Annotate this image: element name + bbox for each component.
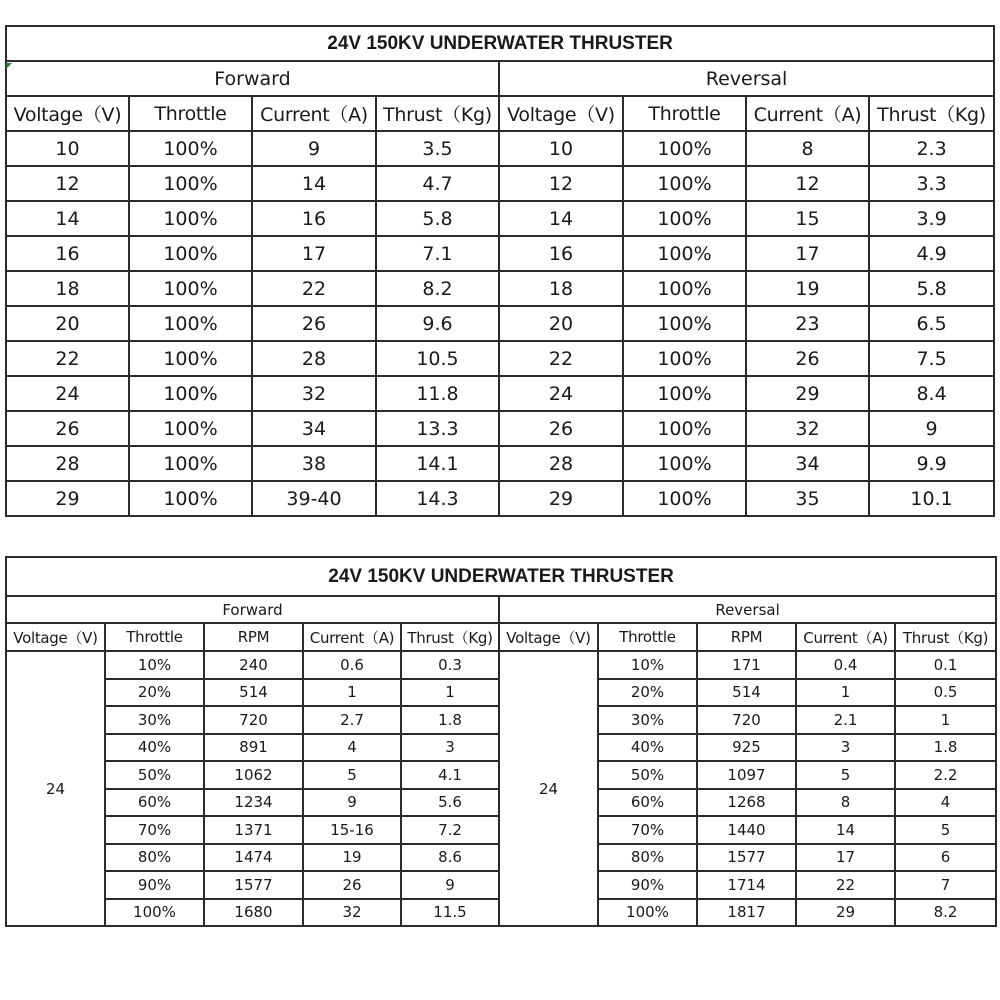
column-header: Thrust（Kg) bbox=[401, 623, 499, 651]
cell-comment-indicator-icon bbox=[6, 63, 12, 69]
voltage-cell: 24 bbox=[499, 651, 598, 926]
table-cell: 11.8 bbox=[376, 376, 499, 411]
table-cell: 0.1 bbox=[895, 651, 996, 679]
table-cell: 14.3 bbox=[376, 481, 499, 516]
table-cell: 22 bbox=[796, 871, 895, 899]
table-cell: 26 bbox=[252, 306, 376, 341]
table-cell: 10.5 bbox=[376, 341, 499, 376]
column-header: Voltage（V) bbox=[6, 623, 105, 651]
table-cell: 14 bbox=[796, 816, 895, 844]
table-cell: 1.8 bbox=[895, 734, 996, 762]
table-title: 24V 150KV UNDERWATER THRUSTER bbox=[6, 557, 996, 596]
table-cell: 2.7 bbox=[303, 706, 401, 734]
column-header: Throttle bbox=[105, 623, 204, 651]
table-cell: 40% bbox=[598, 734, 697, 762]
table-cell: 90% bbox=[105, 871, 204, 899]
table-cell: 100% bbox=[129, 376, 252, 411]
table-cell: 0.5 bbox=[895, 679, 996, 707]
column-header: Voltage（V) bbox=[499, 96, 623, 131]
table-cell: 29 bbox=[746, 376, 869, 411]
table-cell: 100% bbox=[623, 166, 746, 201]
table-cell: 5 bbox=[796, 761, 895, 789]
table-cell: 10.1 bbox=[869, 481, 994, 516]
table-cell: 9.9 bbox=[869, 446, 994, 481]
table-cell: 28 bbox=[6, 446, 129, 481]
table-cell: 100% bbox=[129, 271, 252, 306]
table-cell: 7.2 bbox=[401, 816, 499, 844]
table-cell: 9 bbox=[252, 131, 376, 166]
voltage-cell: 24 bbox=[6, 651, 105, 926]
table-cell: 10 bbox=[6, 131, 129, 166]
table-cell: 32 bbox=[252, 376, 376, 411]
table-cell: 14.1 bbox=[376, 446, 499, 481]
table-cell: 1 bbox=[796, 679, 895, 707]
table-cell: 9 bbox=[303, 789, 401, 817]
table-cell: 6 bbox=[895, 844, 996, 872]
table-cell: 8.2 bbox=[376, 271, 499, 306]
table-cell: 1097 bbox=[697, 761, 796, 789]
table-cell: 26 bbox=[746, 341, 869, 376]
table-cell: 100% bbox=[623, 236, 746, 271]
table-cell: 14 bbox=[499, 201, 623, 236]
table-cell: 100% bbox=[623, 201, 746, 236]
table-cell: 925 bbox=[697, 734, 796, 762]
table-cell: 720 bbox=[697, 706, 796, 734]
table-cell: 17 bbox=[252, 236, 376, 271]
table-cell: 14 bbox=[252, 166, 376, 201]
table-cell: 23 bbox=[746, 306, 869, 341]
table-cell: 1817 bbox=[697, 899, 796, 927]
table-cell: 26 bbox=[6, 411, 129, 446]
table-cell: 1577 bbox=[204, 871, 303, 899]
table-cell: 12 bbox=[6, 166, 129, 201]
table-row bbox=[6, 376, 994, 411]
table-cell: 22 bbox=[6, 341, 129, 376]
table-cell: 18 bbox=[6, 271, 129, 306]
table-cell: 9 bbox=[869, 411, 994, 446]
table-cell: 20 bbox=[6, 306, 129, 341]
table-row bbox=[6, 201, 994, 236]
table-cell: 514 bbox=[697, 679, 796, 707]
table-cell: 1234 bbox=[204, 789, 303, 817]
table-cell: 70% bbox=[598, 816, 697, 844]
table-cell: 16 bbox=[499, 236, 623, 271]
column-header: Voltage（V) bbox=[499, 623, 598, 651]
table-cell: 8 bbox=[796, 789, 895, 817]
table-cell: 7.1 bbox=[376, 236, 499, 271]
table-cell: 15 bbox=[746, 201, 869, 236]
table-cell: 20% bbox=[105, 679, 204, 707]
table-cell: 1 bbox=[895, 706, 996, 734]
table-cell: 50% bbox=[598, 761, 697, 789]
table-cell: 100% bbox=[129, 201, 252, 236]
table-cell: 100% bbox=[623, 131, 746, 166]
table-cell: 8.2 bbox=[895, 899, 996, 927]
table-cell: 0.6 bbox=[303, 651, 401, 679]
table-cell: 8.6 bbox=[401, 844, 499, 872]
table-cell: 70% bbox=[105, 816, 204, 844]
table-cell: 891 bbox=[204, 734, 303, 762]
table-cell: 29 bbox=[6, 481, 129, 516]
table-cell: 22 bbox=[252, 271, 376, 306]
column-header: Current（A) bbox=[796, 623, 895, 651]
table-cell: 1062 bbox=[204, 761, 303, 789]
table-cell: 100% bbox=[623, 271, 746, 306]
table-cell: 4 bbox=[895, 789, 996, 817]
table-row bbox=[6, 481, 994, 516]
table-cell: 100% bbox=[623, 446, 746, 481]
table-cell: 90% bbox=[598, 871, 697, 899]
table-cell: 0.4 bbox=[796, 651, 895, 679]
table-cell: 100% bbox=[129, 306, 252, 341]
table-cell: 28 bbox=[252, 341, 376, 376]
table-cell: 40% bbox=[105, 734, 204, 762]
table-cell: 100% bbox=[598, 899, 697, 927]
table-cell: 80% bbox=[105, 844, 204, 872]
column-header: Current（A) bbox=[252, 96, 376, 131]
section-reversal: Reversal bbox=[499, 596, 996, 623]
table-cell: 100% bbox=[623, 481, 746, 516]
table-row bbox=[6, 271, 994, 306]
column-header: Current（A) bbox=[746, 96, 869, 131]
table-cell: 12 bbox=[746, 166, 869, 201]
table-cell: 20 bbox=[499, 306, 623, 341]
table-cell: 100% bbox=[129, 341, 252, 376]
table-cell: 2.3 bbox=[869, 131, 994, 166]
table-row bbox=[6, 236, 994, 271]
table-cell: 1714 bbox=[697, 871, 796, 899]
table-cell: 22 bbox=[499, 341, 623, 376]
table-row bbox=[6, 166, 994, 201]
table-cell: 11.5 bbox=[401, 899, 499, 927]
header-row bbox=[6, 623, 996, 651]
column-header: Thrust（Kg) bbox=[376, 96, 499, 131]
table-cell: 5 bbox=[303, 761, 401, 789]
table-row bbox=[6, 306, 994, 341]
table-cell: 100% bbox=[129, 166, 252, 201]
section-reversal: Reversal bbox=[499, 61, 994, 96]
table-cell: 3 bbox=[401, 734, 499, 762]
table-cell: 15-16 bbox=[303, 816, 401, 844]
table-cell: 12 bbox=[499, 166, 623, 201]
table-cell: 4.7 bbox=[376, 166, 499, 201]
table-cell: 9 bbox=[401, 871, 499, 899]
table-cell: 1680 bbox=[204, 899, 303, 927]
table-cell: 0.3 bbox=[401, 651, 499, 679]
column-header: Throttle bbox=[623, 96, 746, 131]
table-cell: 10% bbox=[598, 651, 697, 679]
table-cell: 10% bbox=[105, 651, 204, 679]
table-cell: 35 bbox=[746, 481, 869, 516]
table-cell: 29 bbox=[796, 899, 895, 927]
table-cell: 9.6 bbox=[376, 306, 499, 341]
table-throttle-sweep bbox=[5, 556, 997, 927]
table-cell: 2.1 bbox=[796, 706, 895, 734]
table-cell: 16 bbox=[6, 236, 129, 271]
table-cell: 100% bbox=[129, 131, 252, 166]
header-row bbox=[6, 96, 994, 131]
section-forward: Forward bbox=[6, 61, 499, 96]
table-cell: 32 bbox=[746, 411, 869, 446]
table-cell: 7.5 bbox=[869, 341, 994, 376]
table-cell: 38 bbox=[252, 446, 376, 481]
table-cell: 4.9 bbox=[869, 236, 994, 271]
table-cell: 1474 bbox=[204, 844, 303, 872]
table-cell: 4.1 bbox=[401, 761, 499, 789]
table-row bbox=[6, 411, 994, 446]
table-cell: 5.8 bbox=[376, 201, 499, 236]
table-cell: 24 bbox=[499, 376, 623, 411]
table-row bbox=[6, 446, 994, 481]
table-cell: 30% bbox=[105, 706, 204, 734]
section-forward: Forward bbox=[6, 596, 499, 623]
table-cell: 4 bbox=[303, 734, 401, 762]
table-title: 24V 150KV UNDERWATER THRUSTER bbox=[6, 26, 994, 61]
table-cell: 240 bbox=[204, 651, 303, 679]
table-cell: 100% bbox=[129, 481, 252, 516]
table-cell: 3.3 bbox=[869, 166, 994, 201]
table-cell: 19 bbox=[746, 271, 869, 306]
table-cell: 100% bbox=[105, 899, 204, 927]
table-row bbox=[6, 131, 994, 166]
table-cell: 26 bbox=[303, 871, 401, 899]
column-header: RPM bbox=[204, 623, 303, 651]
table-cell: 13.3 bbox=[376, 411, 499, 446]
table-cell: 100% bbox=[129, 236, 252, 271]
table-cell: 34 bbox=[252, 411, 376, 446]
table-cell: 14 bbox=[6, 201, 129, 236]
table-cell: 100% bbox=[623, 341, 746, 376]
column-header: Thrust（Kg) bbox=[869, 96, 994, 131]
table-cell: 17 bbox=[796, 844, 895, 872]
table-cell: 60% bbox=[598, 789, 697, 817]
table-cell: 50% bbox=[105, 761, 204, 789]
table-cell: 100% bbox=[623, 376, 746, 411]
table-cell: 1440 bbox=[697, 816, 796, 844]
column-header: Throttle bbox=[129, 96, 252, 131]
table-cell: 5.8 bbox=[869, 271, 994, 306]
table-row bbox=[6, 341, 994, 376]
table-cell: 1 bbox=[401, 679, 499, 707]
column-header: Voltage（V) bbox=[6, 96, 129, 131]
table-voltage-sweep bbox=[5, 25, 995, 517]
table-cell: 3 bbox=[796, 734, 895, 762]
table-cell: 1.8 bbox=[401, 706, 499, 734]
table-cell: 100% bbox=[129, 411, 252, 446]
table-cell: 720 bbox=[204, 706, 303, 734]
table-cell: 26 bbox=[499, 411, 623, 446]
table-cell: 100% bbox=[623, 411, 746, 446]
table-cell: 100% bbox=[623, 306, 746, 341]
table-cell: 34 bbox=[746, 446, 869, 481]
table-cell: 32 bbox=[303, 899, 401, 927]
table-cell: 1371 bbox=[204, 816, 303, 844]
table-cell: 18 bbox=[499, 271, 623, 306]
table-cell: 1577 bbox=[697, 844, 796, 872]
column-header: Thrust（Kg) bbox=[895, 623, 996, 651]
table-cell: 17 bbox=[746, 236, 869, 271]
table-cell: 19 bbox=[303, 844, 401, 872]
table-cell: 514 bbox=[204, 679, 303, 707]
column-header: Throttle bbox=[598, 623, 697, 651]
column-header: RPM bbox=[697, 623, 796, 651]
table-cell: 10 bbox=[499, 131, 623, 166]
table-cell: 8 bbox=[746, 131, 869, 166]
table-cell: 29 bbox=[499, 481, 623, 516]
table-cell: 3.5 bbox=[376, 131, 499, 166]
table-cell: 171 bbox=[697, 651, 796, 679]
table-cell: 3.9 bbox=[869, 201, 994, 236]
table-cell: 28 bbox=[499, 446, 623, 481]
table-cell: 20% bbox=[598, 679, 697, 707]
table-cell: 16 bbox=[252, 201, 376, 236]
table-cell: 100% bbox=[129, 446, 252, 481]
table-cell: 8.4 bbox=[869, 376, 994, 411]
table-cell: 1 bbox=[303, 679, 401, 707]
table-cell: 60% bbox=[105, 789, 204, 817]
table-cell: 24 bbox=[6, 376, 129, 411]
table-row bbox=[6, 651, 996, 679]
table-cell: 39-40 bbox=[252, 481, 376, 516]
table-cell: 7 bbox=[895, 871, 996, 899]
table-cell: 30% bbox=[598, 706, 697, 734]
table-cell: 6.5 bbox=[869, 306, 994, 341]
table-cell: 1268 bbox=[697, 789, 796, 817]
table-cell: 2.2 bbox=[895, 761, 996, 789]
table-cell: 80% bbox=[598, 844, 697, 872]
table-cell: 5 bbox=[895, 816, 996, 844]
table-cell: 5.6 bbox=[401, 789, 499, 817]
column-header: Current（A) bbox=[303, 623, 401, 651]
